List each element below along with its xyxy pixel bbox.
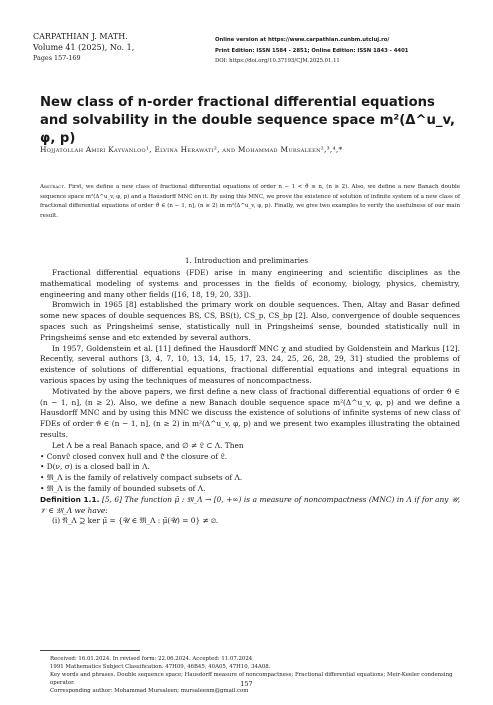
definition (40, 495, 460, 517)
journal-online[interactable]: Online version at https://www.carpathian.cunbm.utcluj.ro/ (215, 37, 390, 43)
list-item: • 𝔐_Λ is the family of bounded subsets of Λ. (40, 483, 206, 493)
abstract-text: First, we define a new class of fractional differential equations of order n − 1 < ϑ ≤ n, (n ≥ 2). Also, we define a new Banach double sequence space m²(Δ^u_v, φ, p) and a Hausdorff MNC on it. By using this MNC, we prove the existence of solution of infinite system of a new class of fractional differential equations of order ϑ ∈ (n − 1, n], (n ≥ 2) in m²(Δ^u_v, φ, p). Finally, we give two examples to verify the usefulness of our main result. (40, 184, 460, 219)
footnote-keywords: Key words and phrases. Double sequence space; Hausdorff measure of noncompactness; Fractional differential equations; Meir-Keeler condensing operator. (50, 672, 453, 686)
list-item: • Conv𝔏 closed convex hull and 𝔏̄ the closure of 𝔏. (40, 451, 228, 461)
footnotes (40, 655, 460, 695)
journal-name: CARPATHIAN J. MATH. (33, 32, 128, 41)
authors: Hojjatollah Amiri Kayvanloo¹, Elvina Herawati², and Mohammad Mursaleen²,³,⁴,* (40, 145, 343, 154)
body-text (40, 268, 460, 527)
abstract-label: Abstract. (40, 184, 66, 190)
definition-label: Definition 1.1. (40, 494, 100, 504)
paragraph: Bromwich in 1965 [8] established the primary work on double sequences. Then, Altay and Basar defined some new spaces of double sequences BS, CS, BS(t), CS_p, CS_bp [2]. Also, convergence of double sequences spaces such as Pringsheimś sense, statistically null in Pringsheimś sense, bounded statistically null in Pringsheimś sense and etc extended by several authors. (40, 300, 460, 342)
footnote-corresponding: Corresponding author: Mohammad Mursaleen; mursaleenm@gmail.com (50, 688, 249, 694)
section-heading: 1. Introduction and preliminaries (184, 256, 309, 265)
journal-issn: Print Edition: ISSN 1584 - 2851; Online Edition: ISSN 1843 - 4401 (215, 47, 409, 54)
journal-pages: Pages 157-169 (33, 54, 81, 62)
abstract (40, 183, 460, 221)
definition-item: (i) 𝔑_Λ ⊇ ker μ̃ = {𝒰 ∈ 𝔐_Λ : μ̃(𝒰) = 0} ≠ ∅. (52, 516, 219, 526)
paper-title: New class of n-order fractional differential equations and solvability in the double sequence space m²(Δ^u_v, φ, p) (40, 95, 456, 146)
list-item: • 𝔐_Λ is the family of relatively compact subsets of Λ. (40, 473, 243, 483)
journal-volume: Volume 41 (2025), No. 1, (33, 43, 135, 52)
journal-doi[interactable]: DOI: https://doi.org/10.37193/CJM.2025.01.11 (215, 58, 340, 65)
paragraph: In 1957, Goldenstein et al. [11] defined the Hausdorff MNC χ and studied by Goldenstein and Markus [12]. Recently, several authors [3, 4, 7, 10, 13, 14, 15, 17, 23, 24, 25, 26, 28, 29, 31] studied the problems of existence of solutions of differential equations, fractional differential equations and integral equations in various spaces by using the techniques of measures of noncompactness. (40, 343, 460, 385)
footnote-received: Received: 16.01.2024. In revised form: 22.06.2024. Accepted: 11.07.2024 (50, 656, 253, 662)
footnote-msc: 1991 Mathematics Subject Classification. 47H09, 46B45, 40A05, 47H10, 34A08. (50, 664, 271, 670)
footnote-divider (40, 650, 140, 651)
journal-header-right (215, 35, 408, 67)
page-number: 157 (240, 680, 253, 688)
paragraph: Fractional differential equations (FDE) arise in many engineering and scientific disciplines as the mathematical modeling of systems and processes in the fields of economy, biology, physics, chemistry, engineering and many other fields ([16, 18, 19, 20, 33]). (40, 268, 460, 299)
journal-header-left (33, 31, 134, 64)
list-item: • D(ν, σ) is a closed ball in Λ. (40, 462, 150, 472)
definition-text: [5, 6] The function μ̃ : 𝔐_Λ → [0, +∞) is a measure of noncompactness (MNC) in Λ if for any 𝒰, 𝒱 ∈ 𝔐_Λ we have: (40, 494, 460, 515)
paragraph: Motivated by the above papers, we first define a new class of fractional differential equations of order ϑ ∈ (n − 1, n], (n ≥ 2). Also, we define a new Banach double sequence space m²(Δ^u_v, φ, p) and we define a Hausdorff MNC and by using this MNC we discuss the existence of solutions of infinite systems of new class of FDEs of order ϑ ∈ (n − 1, n], (n ≥ 2) in m²(Δ^u_v, φ, p) and we present two examples illustrating the obtained results. (40, 386, 460, 439)
paragraph: Let Λ be a real Banach space, and ∅ ≠ 𝔏 ⊂ Λ. Then (52, 440, 244, 450)
